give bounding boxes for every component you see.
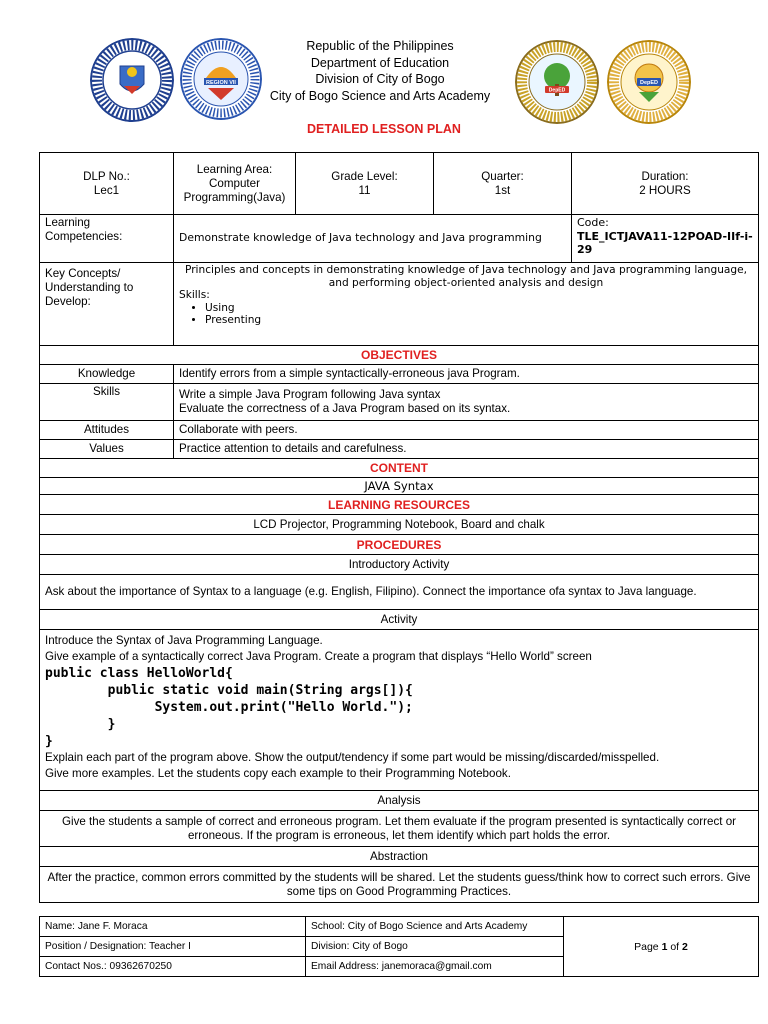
attitudes-row bbox=[40, 421, 759, 440]
knowledge-label: Knowledge bbox=[40, 365, 174, 384]
attitudes-label: Attitudes bbox=[40, 421, 174, 440]
abstraction-row bbox=[40, 867, 759, 903]
teacher-email: Email Address: janemoraca@gmail.com bbox=[306, 957, 564, 977]
agency-header-text bbox=[230, 38, 530, 104]
values-label: Values bbox=[40, 440, 174, 459]
skills-objective-label: Skills bbox=[40, 384, 174, 421]
abstraction-heading-row bbox=[40, 847, 759, 867]
abstraction-heading: Abstraction bbox=[40, 847, 759, 867]
skills-row bbox=[40, 384, 759, 421]
page-total: 2 bbox=[682, 940, 688, 953]
key-concepts-label: Key Concepts/ Understanding to Develop: bbox=[40, 263, 174, 346]
activity-row bbox=[40, 630, 759, 791]
knowledge-row bbox=[40, 365, 759, 384]
svg-text:DepED: DepED bbox=[548, 87, 566, 94]
analysis-text: Give the students a sample of correct and erroneous program. Let them evaluate if the program presented is syntactically correct or erroneous. If the program is erroneous, let them identify which part holds the error. bbox=[40, 811, 759, 847]
activity-line: Explain each part of the program above. Show the output/tendency if some part would be missing/discarded/misspelled. bbox=[45, 751, 660, 764]
grade-level-label: Grade Level: bbox=[331, 169, 398, 183]
svg-text:DepED: DepED bbox=[639, 80, 659, 86]
procedures-heading-row bbox=[40, 535, 759, 555]
duration-value: 2 HOURS bbox=[639, 183, 691, 197]
competencies-row bbox=[40, 215, 759, 263]
kagawaran-ng-edukasyon-seal bbox=[90, 38, 174, 122]
teacher-position: Position / Designation: Teacher I bbox=[40, 937, 306, 957]
page-number bbox=[564, 917, 759, 977]
dlp-cell bbox=[40, 153, 174, 215]
objectives-heading: OBJECTIVES bbox=[40, 346, 759, 365]
learning-area-cell bbox=[174, 153, 296, 215]
duration-label: Duration: bbox=[641, 169, 689, 183]
skill-item: • Using bbox=[205, 302, 753, 315]
procedures-heading: PROCEDURES bbox=[40, 535, 759, 555]
document-title: DETAILED LESSON PLAN bbox=[307, 122, 461, 136]
quarter-value: 1st bbox=[494, 183, 511, 197]
key-concepts-row bbox=[40, 263, 759, 346]
learning-area-value: Computer Programming(Java) bbox=[183, 176, 286, 204]
analysis-heading-row bbox=[40, 791, 759, 811]
header-line-department: Department of Education bbox=[310, 55, 450, 70]
school-name: School: City of Bogo Science and Arts Academy bbox=[306, 917, 564, 937]
objectives-heading-row bbox=[40, 346, 759, 365]
skills-objective-line: Evaluate the correctness of a Java Program based on its syntax. bbox=[179, 402, 511, 415]
page-mid: of bbox=[667, 940, 683, 953]
key-concepts-cell bbox=[174, 263, 759, 346]
competency-code-value: TLE_ICTJAVA11-12POAD-IIf-i-29 bbox=[577, 230, 753, 256]
quarter-cell bbox=[434, 153, 572, 215]
abstraction-text: After the practice, common errors committed by the students will be shared. Let the students guess/think how to correct such errors. Give some tips on Good Programming Practices. bbox=[40, 867, 759, 903]
analysis-row bbox=[40, 811, 759, 847]
competencies-label: Learning Competencies: bbox=[40, 215, 174, 263]
key-concepts-text: Principles and concepts in demonstrating knowledge of Java technology and Java programming language, and performing object-oriented analysis and design bbox=[185, 264, 748, 289]
skills-objective-cell bbox=[174, 384, 759, 421]
skills-label: Skills: bbox=[179, 289, 210, 301]
knowledge-text: Identify errors from a simple syntactically-erroneous java Program. bbox=[174, 365, 759, 384]
hello-world-code-sample: public class HelloWorld{ public static void main(String args[]){ System.out.print("Hello World."); } } bbox=[45, 666, 413, 749]
competencies-text: Demonstrate knowledge of Java technology and Java programming bbox=[174, 215, 572, 263]
competency-code-label: Code: bbox=[577, 216, 609, 229]
intro-heading-row bbox=[40, 555, 759, 575]
page-current: 1 bbox=[661, 940, 668, 953]
analysis-heading: Analysis bbox=[40, 791, 759, 811]
intro-activity-text: Ask about the importance of Syntax to a language (e.g. English, Filipino). Connect the importance ofa syntax to Java language. bbox=[40, 575, 759, 610]
resources-heading-row bbox=[40, 495, 759, 515]
activity-heading-row bbox=[40, 610, 759, 630]
attitudes-text: Collaborate with peers. bbox=[174, 421, 759, 440]
content-text: JAVA Syntax bbox=[40, 478, 759, 495]
page-prefix: Page bbox=[634, 940, 662, 953]
grade-level-cell bbox=[296, 153, 434, 215]
city-of-bogo-seal bbox=[607, 40, 691, 124]
lesson-plan-table bbox=[39, 152, 759, 903]
activity-line: Give example of a syntactically correct Java Program. Create a program that displays “Hello World” screen bbox=[45, 650, 592, 663]
resources-text: LCD Projector, Programming Notebook, Board and chalk bbox=[40, 515, 759, 535]
header-line-division: Division of City of Bogo bbox=[315, 72, 445, 86]
intro-activity-heading: Introductory Activity bbox=[40, 555, 759, 575]
resources-row bbox=[40, 515, 759, 535]
skills-list bbox=[179, 302, 753, 327]
intro-row bbox=[40, 575, 759, 610]
activity-cell bbox=[40, 630, 759, 791]
header-line-school: City of Bogo Science and Arts Academy bbox=[269, 88, 491, 103]
quarter-label: Quarter: bbox=[481, 169, 524, 183]
dlp-label: DLP No.: bbox=[83, 169, 130, 183]
activity-line: Give more examples. Let the students copy each example to their Programming Notebook. bbox=[45, 767, 511, 780]
resources-heading: LEARNING RESOURCES bbox=[40, 495, 759, 515]
teacher-contact: Contact Nos.: 09362670250 bbox=[40, 957, 306, 977]
values-row bbox=[40, 440, 759, 459]
content-heading: CONTENT bbox=[40, 459, 759, 478]
grade-level-value: 11 bbox=[358, 183, 371, 197]
learning-area-label: Learning Area: bbox=[196, 162, 273, 176]
teacher-name: Name: Jane F. Moraca bbox=[40, 917, 306, 937]
values-text: Practice attention to details and carefulness. bbox=[174, 440, 759, 459]
duration-cell bbox=[572, 153, 759, 215]
school-division: Division: City of Bogo bbox=[306, 937, 564, 957]
content-heading-row bbox=[40, 459, 759, 478]
info-row bbox=[40, 153, 759, 215]
header-line-republic: Republic of the Philippines bbox=[306, 39, 454, 53]
dlp-value: Lec1 bbox=[93, 183, 120, 197]
activity-line: Introduce the Syntax of Java Programming Language. bbox=[45, 634, 323, 647]
competency-code-cell bbox=[572, 215, 759, 263]
skills-objective-line: Write a simple Java Program following Java syntax bbox=[179, 388, 441, 401]
teacher-info-footer bbox=[39, 916, 759, 977]
content-row bbox=[40, 478, 759, 495]
activity-heading: Activity bbox=[40, 610, 759, 630]
svg-text:REGION VII: REGION VII bbox=[206, 80, 236, 86]
skill-item: • Presenting bbox=[205, 314, 753, 327]
